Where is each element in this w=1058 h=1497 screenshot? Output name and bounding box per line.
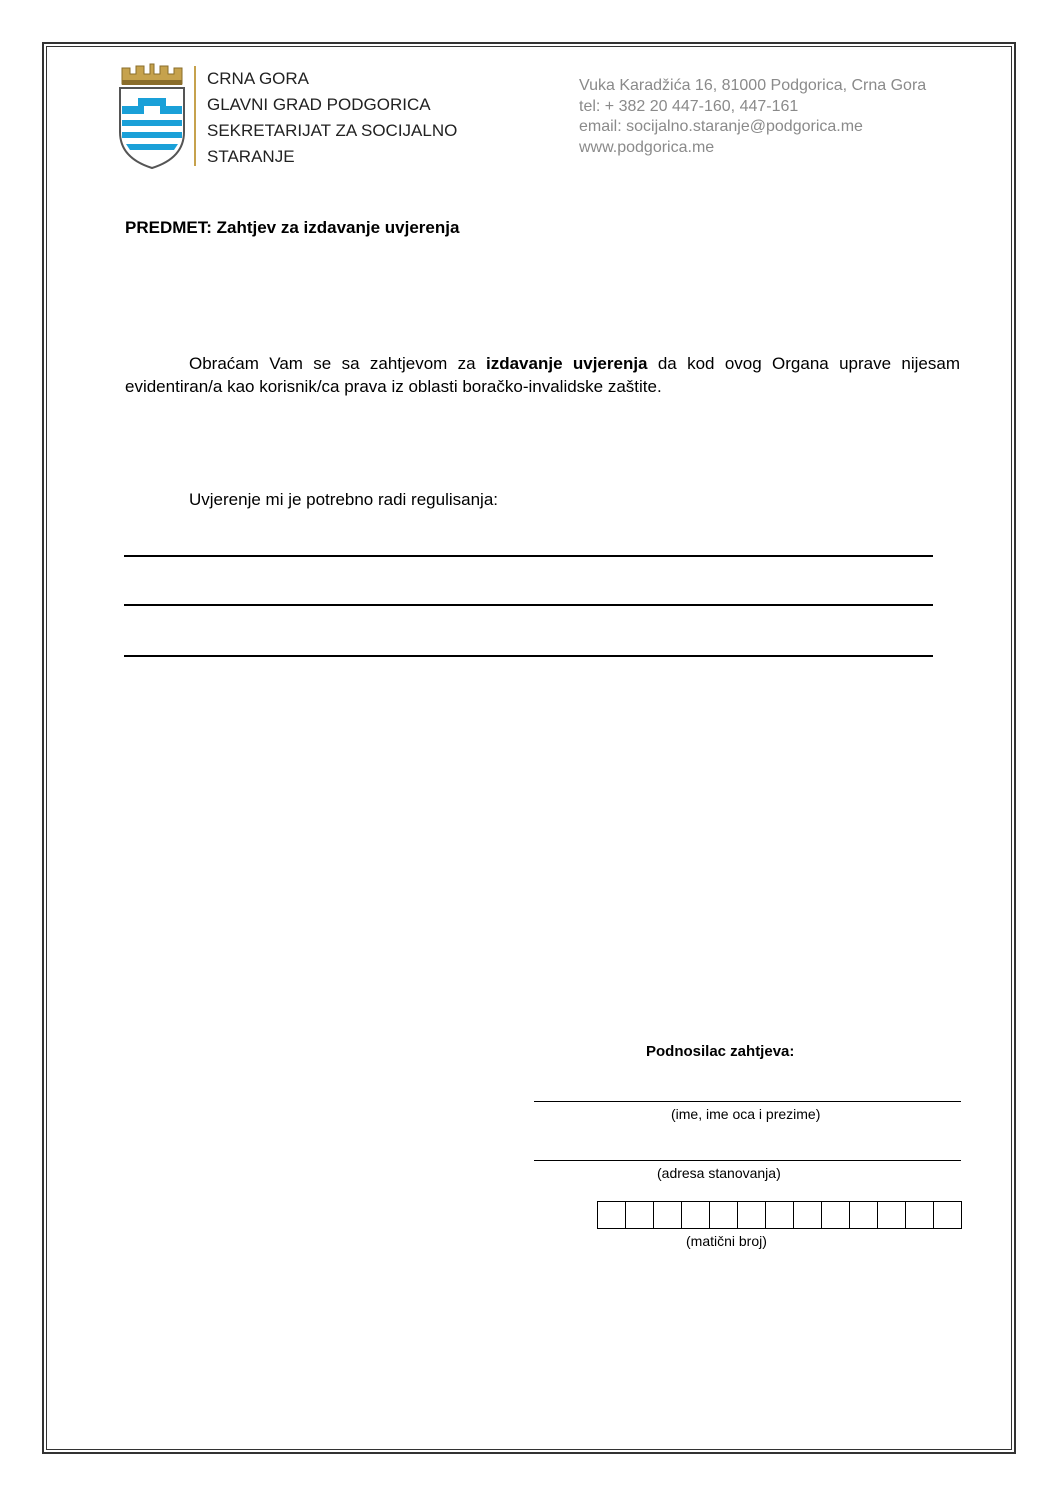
address-caption: (adresa stanovanja)	[657, 1165, 781, 1181]
id-digit-box[interactable]	[626, 1201, 654, 1229]
request-paragraph	[125, 352, 960, 398]
contact-info	[579, 76, 926, 158]
id-digit-box[interactable]	[822, 1201, 850, 1229]
contact-website: www.podgorica.me	[579, 138, 715, 156]
applicant-title: Podnosilac zahtjeva:	[646, 1043, 795, 1060]
purpose-input-line-3[interactable]	[124, 655, 933, 657]
header-divider	[194, 66, 196, 166]
subject-heading: PREDMET: Zahtjev za izdavanje uvjerenja	[125, 218, 460, 237]
purpose-input-line-2[interactable]	[124, 604, 933, 606]
org-line: GLAVNI GRAD PODGORICA	[207, 95, 431, 114]
request-text-end: da kod ovog Organa uprave nijesam evidentiran/a kao korisnik/ca prava iz oblasti boračko-invalidske zaštite.	[125, 354, 960, 396]
id-caption: (matični broj)	[686, 1233, 767, 1249]
org-line: CRNA GORA	[207, 69, 310, 88]
id-digit-box[interactable]	[682, 1201, 710, 1229]
page-border-inner	[46, 46, 1012, 1450]
personal-id-boxes	[597, 1201, 962, 1229]
id-digit-box[interactable]	[906, 1201, 934, 1229]
purpose-label: Uvjerenje mi je potrebno radi regulisanja:	[189, 490, 498, 509]
id-digit-box[interactable]	[794, 1201, 822, 1229]
request-text: Obraćam Vam se sa zahtjevom za	[189, 354, 486, 373]
org-line: STARANJE	[207, 147, 295, 166]
id-digit-box[interactable]	[598, 1201, 626, 1229]
org-line: SEKRETARIJAT ZA SOCIJALNO	[207, 121, 458, 140]
id-digit-box[interactable]	[934, 1201, 962, 1229]
podgorica-coat-of-arms-icon	[116, 62, 188, 170]
id-digit-box[interactable]	[878, 1201, 906, 1229]
name-input-line[interactable]	[534, 1101, 961, 1102]
contact-email: email: socijalno.staranje@podgorica.me	[579, 118, 863, 135]
organization-name	[207, 66, 457, 170]
id-digit-box[interactable]	[850, 1201, 878, 1229]
id-digit-box[interactable]	[738, 1201, 766, 1229]
contact-phone: tel: + 382 20 447-160, 447-161	[579, 97, 799, 115]
id-digit-box[interactable]	[654, 1201, 682, 1229]
contact-address: Vuka Karadžića 16, 81000 Podgorica, Crna Gora	[579, 77, 927, 94]
id-digit-box[interactable]	[766, 1201, 794, 1229]
purpose-input-line-1[interactable]	[124, 555, 933, 557]
id-digit-box[interactable]	[710, 1201, 738, 1229]
address-input-line[interactable]	[534, 1160, 961, 1161]
request-bold-text: izdavanje uvjerenja	[485, 354, 648, 373]
name-caption: (ime, ime oca i prezime)	[671, 1106, 821, 1122]
